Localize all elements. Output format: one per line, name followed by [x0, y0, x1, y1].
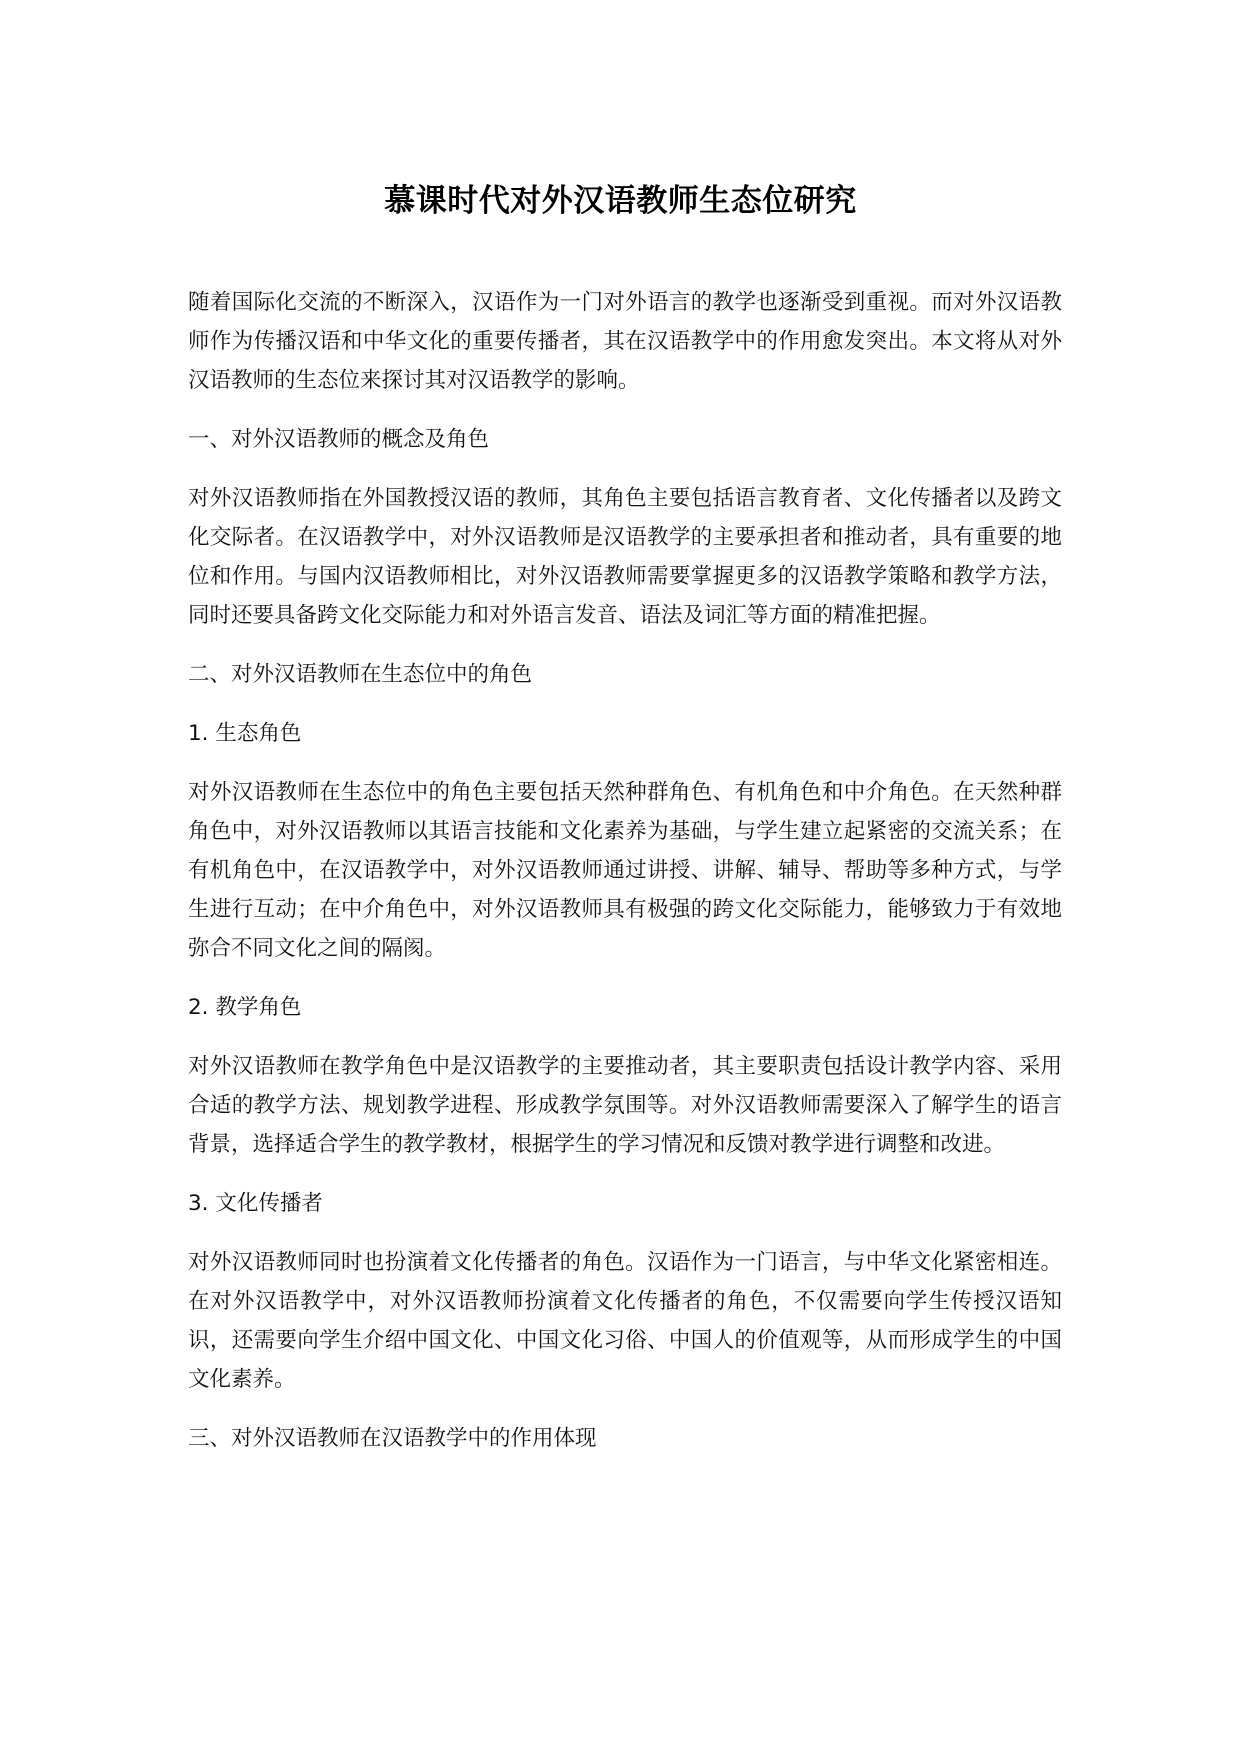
section-1-paragraph: 对外汉语教师指在外国教授汉语的教师，其角色主要包括语言教育者、文化传播者以及跨文化交际者。在汉语教学中，对外汉语教师是汉语教学的主要承担者和推动者，具有重要的地位和作用。与国内汉语教师相比，对外汉语教师需要掌握更多的汉语教学策略和教学方法，同时还要具备跨文化交际能力和对外语言发音、语法及词汇等方面的精准把握。 — [188, 486, 1062, 628]
section-heading-1: 一、对外汉语教师的概念及角色 — [188, 427, 490, 452]
subsection-2-3-paragraph: 对外汉语教师同时也扮演着文化传播者的角色。汉语作为一门语言，与中华文化紧密相连。在对外汉语教学中，对外汉语教师扮演着文化传播者的角色，不仅需要向学生传授汉语知识，还需要向学生介绍中国文化、中国文化习俗、中国人的价值观等，从而形成学生的中国文化素养。 — [188, 1250, 1062, 1392]
document-body — [188, 283, 1062, 1478]
subsection-heading-2-2: 2. 教学角色 — [188, 995, 302, 1020]
intro-paragraph: 随着国际化交流的不断深入，汉语作为一门对外语言的教学也逐渐受到重视。而对外汉语教师作为传播汉语和中华文化的重要传播者，其在汉语教学中的作用愈发突出。本文将从对外汉语教师的生态位来探讨其对汉语教学的影响。 — [188, 290, 1062, 393]
subsection-heading-2-1: 1. 生态角色 — [188, 721, 302, 746]
section-heading-3: 三、对外汉语教师在汉语教学中的作用体现 — [188, 1426, 597, 1451]
section-heading-2: 二、对外汉语教师在生态位中的角色 — [188, 662, 533, 687]
subsection-2-1-paragraph: 对外汉语教师在生态位中的角色主要包括天然种群角色、有机角色和中介角色。在天然种群角色中，对外汉语教师以其语言技能和文化素养为基础，与学生建立起紧密的交流关系；在有机角色中，在汉语教学中，对外汉语教师通过讲授、讲解、辅导、帮助等多种方式，与学生进行互动；在中介角色中，对外汉语教师具有极强的跨文化交际能力，能够致力于有效地弥合不同文化之间的隔阂。 — [188, 780, 1062, 961]
subsection-2-2-paragraph: 对外汉语教师在教学角色中是汉语教学的主要推动者，其主要职责包括设计教学内容、采用合适的教学方法、规划教学进程、形成教学氛围等。对外汉语教师需要深入了解学生的语言背景，选择适合学生的教学教材，根据学生的学习情况和反馈对教学进行调整和改进。 — [188, 1054, 1062, 1157]
subsection-heading-2-3: 3. 文化传播者 — [188, 1191, 323, 1216]
document-title: 慕课时代对外汉语教师生态位研究 — [384, 183, 857, 219]
